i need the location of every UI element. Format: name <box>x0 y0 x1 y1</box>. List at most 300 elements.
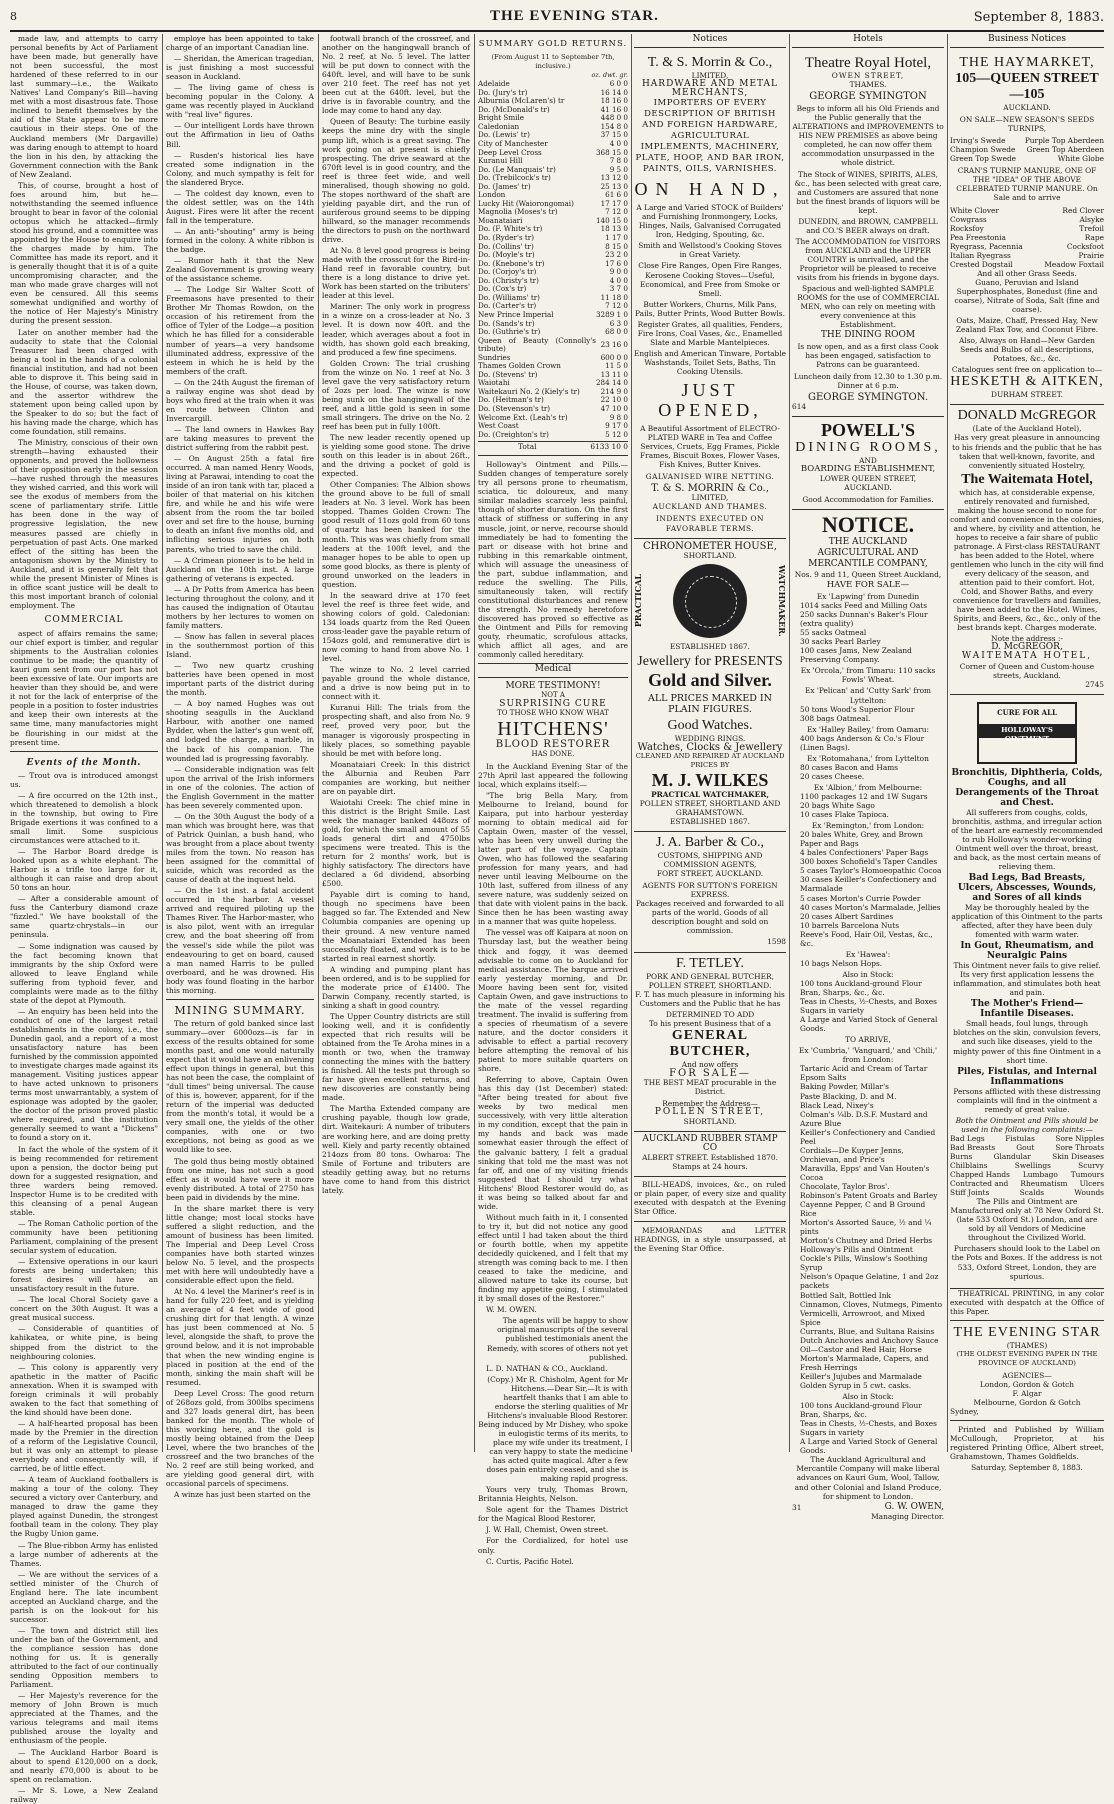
begs-paragraph: Begs to inform all his Old Friends and the Public generally that the ALTERATIONS and IMPROVEMENTS to HIS NEW PREMISES as above being completed, he can now offer them accommodation unsurpassed in the whole district. <box>792 104 944 168</box>
haymarket-name: THE HAYMARKET, <box>959 55 1095 71</box>
butter-line: Butter Workers, Churns, Milk Pans, Pails, Butter Prints, Wood Butter Bowls. <box>635 299 785 318</box>
event-item: — Extensive operations in our kauri forests are being undertaken; this forest desires will have an unsatisfactory result in the future. <box>10 1257 158 1294</box>
goods-list-item: Ex 'Pelican' and 'Cutty Sark' from Lyttelton: <box>804 686 932 705</box>
event-item: — A Dr Potts from America has been lecturing throughout the colony, and it has caused the indignation of Otautau mothers by her lectures to women on family matters. <box>166 584 314 630</box>
yield-cell: 4 0 0 <box>609 139 628 149</box>
yield-cell: 5 12 0 <box>605 429 628 439</box>
yield-cell: 1 17 0 <box>605 233 628 243</box>
galvanised-line: GALVANISED WIRE NETTING. <box>645 472 775 482</box>
saturday-date-line: Saturday, September 8, 1883. <box>971 1463 1083 1473</box>
turnip-item: Purple Top Aberdeen <box>1024 136 1104 146</box>
total-label: Total <box>518 442 537 452</box>
mine-name-cell: Waitekauri No. 2 (Kiely's tr) <box>478 386 580 396</box>
commercial-heading: COMMERCIAL <box>44 614 124 625</box>
column-1 <box>10 34 158 1804</box>
to-those-line: TO THOSE WHO KNOW WHAT <box>497 709 609 718</box>
watches-clocks-line: Watches, Clocks & Jewellery <box>637 741 783 753</box>
goods-list-item: 50 tons Wood's Superior Flour <box>800 704 915 714</box>
auckland-line: AUCKLAND. <box>844 482 892 492</box>
mcgregor-paragraph: Has very great pleasure in announcing to his friends and the public that he has taken that well-known, favorite, and conveniently situated Hostelry, <box>952 433 1102 470</box>
yield-cell: 154 8 0 <box>600 121 628 131</box>
stock-paragraph: The Stock of WINES, SPIRITS, ALES, &c., has been selected with great care, and Customers are assured that none but the finest brands of liquors will be kept. <box>794 169 942 215</box>
event-item: — On the 1st inst. a fatal accident occurred in the harbor. A vessel arrived and required piloting up the Thames River. The Harbor-master, who is also pilot, went with an irregular crew, and the boat sheering off from the vessel's side while the pilot was endeavouring to get on board, caused a man named Harris to be pulled overboard, and he was drowned. His body was found floating in the harbor this morning. <box>166 886 314 995</box>
determined-line: DETERMINED TO ADD <box>665 1009 755 1019</box>
goods-list-item: Currants, Blue, and Sultana Raisins <box>800 1326 935 1336</box>
goods-list-item: TO ARRIVE, <box>845 1035 891 1045</box>
total-value: 6133 10 0 <box>590 442 628 452</box>
event-item: — A half-hearted proposal has been made by the Premier in the direction of a reform of the Legislative Council, but it was only an attempt to please everybody and consequently will, if carried, be of little effect. <box>10 1418 158 1474</box>
column-4 <box>478 34 628 1566</box>
yield-cell: 7 12 0 <box>605 301 628 311</box>
yield-cell: 22 10 0 <box>600 395 628 405</box>
goods-list-item: 1014 sacks Feed and Milling Oats <box>800 601 928 611</box>
mine-name-cell: Do. (Lewis' tr) <box>478 130 530 140</box>
mine-name-cell: Do. (Heitman's tr) <box>478 395 544 405</box>
grass-seed-row <box>950 215 1104 224</box>
goods-list-item: 30 sacks Pearl Barley <box>800 637 881 647</box>
grass-seed-row <box>950 206 1104 215</box>
jewellery-line: Jewellery for PRESENTS <box>637 653 783 669</box>
goods-list-item: Nelson's Opaque Gelatine, 1 and 2oz packets <box>800 1272 939 1291</box>
goods-list-item: 20 bags White Sago <box>800 801 875 811</box>
grass-seed-row <box>950 233 1104 242</box>
medical-paragraph: W. M. OWEN. <box>486 1305 537 1315</box>
mining-heading: MINING SUMMARY. <box>174 1003 306 1017</box>
on-sale-line: ON SALE—NEW SEASON'S SEEDS TURNIPS, <box>959 115 1095 134</box>
gold-return-row <box>478 337 628 354</box>
goods-list-item: 20 bales White, Grey, and Brown Paper and Bags <box>800 830 923 849</box>
complaint-item: Glandular <box>993 1151 1031 1161</box>
durham-line: DURHAM STREET. <box>991 390 1063 400</box>
register-line: Register Grates, all qualities, Fenders, Fire Irons, Coal Vases, &c., Enamelled Slate and Marble Mantelpieces. <box>637 319 783 347</box>
complaint-item: Scalds <box>1019 1188 1045 1198</box>
mining-paragraph: A winding and pumping plant has been ordered, and is to be supplied for the moderate price of £1400. The Darwin Company, recently started, is sinking a shaft in good country. <box>322 964 470 1010</box>
owen-street-line: OWEN STREET, <box>831 71 905 81</box>
mine-name-cell: Do. (Sands's tr) <box>478 318 535 328</box>
signature: (Copy.) Mr R. Chisholm, Agent for Mr Hitchens.—Dear Sir,—It is with heartfelt thanks that I am able to endorse the sterling qualities of Mr Hitchens's invaluable Blood Restorer. Being induced by Mr Dishey, who spoke in eulogistic terms of its merits, to place my wife under its treatment, I can very happy to state the medicine has acted quite magical. After a few doses pain entirely ceased, and she is making rapid progress. <box>478 1374 628 1484</box>
mothers-heading: The Mother's Friend—Infantile Diseases. <box>970 999 1084 1020</box>
medical-paragraph: C. Curtis, Pacific Hotel. <box>486 1556 574 1566</box>
yield-cell: 214 9 0 <box>600 386 628 396</box>
column-rule <box>631 34 632 1452</box>
goods-list-item: 10 barrels Barcelona Nuts <box>800 920 900 930</box>
issue-date: September 8, 1883. <box>973 10 1104 25</box>
bad-legs-paragraph: May be thoroughly healed by the application of this Ointment to the parts affected, after they have been duly fomented with warm water. <box>951 903 1103 940</box>
corner-line: Corner of Queen and Custom-house streets, Auckland. <box>959 661 1095 680</box>
medical-paragraph: The vessel was off Kaipara at noon on Thursday last, but the weather being thick and foggy, it was deemed advisable to come on to Auckland for medical assistance. The barque arrived early yesterday morning, and Dr. Moore having been sent for, visited Captain Owen, and gave instructions to the mate of the vessel regarding treatment. The invalid is suffering from a species of rheumatism of a severe nature, and the doctor considers it advisable to effect a partial recovery before attempting the removal of his patient to more suitable quarters on shore. <box>478 928 628 1074</box>
goods-list-item: Keiller's Jujubes and Marmalade <box>800 1371 922 1381</box>
guano-line: Guano, Peruvian and Island Superphosphates, Bonedust (fine and coarse), Nitrate of Soda, Salt (fine and coarse). <box>954 277 1100 315</box>
goods-list-item: 300 boxes Schofield's Taper Candles <box>800 857 938 867</box>
grass-seed-item: Ryegrass, Pacennia <box>950 241 1023 251</box>
grass-list <box>950 206 1104 269</box>
established-line-2: ESTABLISHED 1867. <box>670 817 750 827</box>
goods-list-item: 250 sacks Dunnan's Baker's Flour (extra quality) <box>800 610 928 629</box>
complaint-item: Lumbago <box>1022 1170 1058 1180</box>
complaint-item: Chilblains <box>950 1160 988 1170</box>
notice-heading: NOTICE. <box>821 511 915 537</box>
wedding-line: WEDDING RINGS. <box>674 733 746 743</box>
mine-name-cell: Do. (Ryder's tr) <box>478 233 535 243</box>
turnip-row <box>950 154 1104 163</box>
goods-list-item: 20 cases Albert Sardines <box>800 911 894 921</box>
hardware-line: HARDWARE AND METAL MERCHANTS, <box>641 79 779 99</box>
goods-list-item: 40 cases Morton's Marmalade, Jellies <box>800 902 941 912</box>
event-item: — The town and district still lies under the ban of the Government, and the compliance session has done nothing for us. It is generally attributed to the fact of our continually sending Opposition members to Parliament. <box>10 1625 158 1690</box>
turnip-item: White Globe <box>1057 154 1104 164</box>
grass-seed-item: Rape <box>1084 232 1104 242</box>
yield-cell: 25 13 0 <box>600 181 628 191</box>
just-opened-heading: JUST OPENED, <box>658 380 762 421</box>
grass-seed-item: Rocksfoy <box>950 223 984 233</box>
mine-name-cell: Alburnia (McLaren's) tr <box>478 96 565 106</box>
turnip-item: Irving's Swede <box>950 136 1006 146</box>
event-item: — Her Majesty's reverence for the memory of John Brown is much appreciated at the Thames, and the various telegrams and mail items published arouse the loyalty and enthusiasm of the people. <box>10 1691 158 1746</box>
barber-name: J. A. Barber & Co., <box>655 835 765 851</box>
surprising-line: SURPRISING CURE <box>499 699 607 710</box>
medical-heading: Medical <box>478 663 628 678</box>
event-item: — A team of Auckland footballers is making a tour of the colony. They secured a victory over Canterbury, and managed to draw the game they played against Dunedin, the strongest football team in the colony. They play the Rugby Union game. <box>10 1475 158 1539</box>
event-item: — Two new quartz crushing batteries have been opened in most important parts of the district during the month. <box>166 661 314 698</box>
commercial-paragraph: aspect of affairs remains the same; our chief export is timber, and regular shipments to the Australian colonies continue to be made; the quantity of kauri gum sent from our port has not been excessive of late. Our imports are heavier than they should be, and were it not for the lack of enterprise of the people in a position to foster industries and keep their own interests at the same time, many manufactories might be flourishing in our midst at the present time. <box>10 629 158 747</box>
mcgregor-signature: D. McGREGOR, <box>991 642 1063 653</box>
summary-gold-heading: SUMMARY GOLD RETURNS. <box>478 39 628 49</box>
goods-list-item: Bottled Salt, Bottled Ink <box>800 1290 891 1300</box>
managing-director-line: Managing Director. <box>871 1511 944 1521</box>
yield-cell: 140 15 0 <box>595 215 628 225</box>
goods-list-item: Golden Syrup in 5 cwt. casks. <box>800 1381 912 1390</box>
goods-list-item: Colman's ¼lb. D.S.F. Mustard and Azure Blue <box>800 1109 928 1128</box>
yield-cell: 448 0 0 <box>600 113 628 123</box>
complaint-item: Skin Diseases <box>1052 1151 1104 1161</box>
goods-list-item: 100 tons Auckland-ground Flour <box>800 978 922 988</box>
complaint-item: Swellings <box>1014 1160 1051 1170</box>
limited-line-2: LIMITED, <box>691 493 729 503</box>
company-name: THE AUCKLAND AGRICULTURAL AND MERCANTILE COMPANY, <box>808 536 928 569</box>
theatrical-printing-line: THEATRICAL PRINTING, in any color executed with despatch at the Office of this Paper. <box>950 1288 1104 1316</box>
complaint-item: Fistulas <box>1005 1133 1035 1143</box>
agency-london: London, Gordon & Gotch <box>979 1379 1075 1389</box>
goods-list-item: Holloway's Pills and Ointment <box>800 1245 913 1255</box>
mining-paragraph: The Martha Extended company are crushing payable, though low grade, dirt. Waitekauri: A number of tributers are working here, and are doing pretty well. Kiely and party recently obtained 214ozs from 80 tons. Owharoa: The Smile of Fortune and tributers are steadily getting away, but no returns have come to hand from this district lately. <box>322 1104 470 1195</box>
hotels-heading: Hotels <box>792 34 944 48</box>
grass-seed-row <box>950 224 1104 233</box>
powells-name: POWELL'S <box>820 419 916 440</box>
yield-cell: 61 6 0 <box>605 190 628 200</box>
goods-list-item: Teas in Chests, ½-Chests, and Boxes <box>800 997 937 1007</box>
divider <box>634 1221 786 1222</box>
goods-list-item: Robinson's Patent Groats and Barley <box>800 1191 938 1201</box>
event-item: — The Harbor Board dredge is looked upon as a white elephant. The Harbor is a trifle too large for it, although it can raise and drop about 50 tons an hour. <box>10 847 158 893</box>
mine-name-cell: Do. (F. White's tr) <box>478 224 543 234</box>
goods-list-item: Paste Blacking, D. and M. <box>800 1091 897 1101</box>
mine-name-cell: Do. (Moyle's tr) <box>478 250 535 260</box>
goods-list-item: Ex 'Lapwing' from Dunedin <box>816 592 920 602</box>
printed-by-paragraph: Printed and Published by William McCullough, Proprietor, at his registered Printing Office, Albert street, Grahamstown, Thames Goldfields. <box>950 1425 1104 1462</box>
yield-cell: 47 10 0 <box>600 403 628 413</box>
goods-list-item: 4 bales Confectioners' Paper Bags <box>800 848 929 858</box>
goods-list-item: Sugars in variety <box>800 1428 865 1438</box>
good-accommodation-line: Good Accommodation for Families. <box>802 494 934 504</box>
dining-rooms-line: DINING ROOMS, <box>795 439 941 455</box>
medical-paragraph: Yours very truly, Thomas Brown, Britannia Heights, Nelson. <box>478 1485 628 1504</box>
goods-list-item: Baking Powder, Millar's <box>800 1082 889 1092</box>
grass-seed-row <box>950 260 1104 269</box>
goods-list-item: Ex 'Hawea': <box>845 949 891 959</box>
testimony-line: MORE TESTIMONY! <box>505 681 601 692</box>
event-item: — We are without the services of a settled minister of the Church of England here. The late incumbent accepted an Auckland charge, and the parish is on the look-out for his successor. <box>10 1569 158 1624</box>
morrin-name: T. & S. Morrin & Co., <box>647 55 773 71</box>
indents-line: INDENTS EXECUTED ON FAVORABLE TERMS. <box>655 514 765 533</box>
general-butcher-line: GENERAL BUTCHER, <box>669 1027 751 1059</box>
goods-list-item: A Large and Varied Stock of General Goods. <box>800 1015 938 1034</box>
yield-cell: 9 5 0 <box>609 164 628 174</box>
limited-line: LIMITED, <box>691 71 729 81</box>
spacious-paragraph: Spacious and well-lighted SAMPLE ROOMS for the use of COMMERCIAL MEN, who can rely on meeting with every convenience at this Establishment. <box>797 284 939 330</box>
mine-name-cell: Sundries <box>478 352 511 362</box>
goods-list-item: 10 bags Nelson Hops. <box>800 958 883 968</box>
mining-paragraph: Deep Level Cross: The good return of 268ozs gold, from 300lbs specimens and 327 loads general dirt, has been banked for the month. The whole of this working here, and the gold is mostly being obtained from the Deep Level, where the two branches of the crossreef and the two branches of the No. 2 reef are still being worked, and are yielding good general dirt, with occasional parcels of specimens. <box>166 1388 314 1489</box>
complaint-item: Gout <box>1016 1142 1035 1152</box>
complaint-item: Rheumatism <box>1020 1179 1068 1189</box>
event-item: — The Roman Catholic portion of the community have been petitioning Parliament, complaining of the present secular system of education. <box>10 1218 158 1256</box>
cure-for-all-text: CURE FOR ALL <box>997 707 1057 717</box>
yield-cell: 8 15 0 <box>605 241 628 251</box>
thames-line: THAMES. <box>849 80 887 90</box>
bill-heads-line: BILL-HEADS, invoices, &c., on ruled or plain paper, of every size and quality executed with despatch at the Evening Star Office. <box>634 1180 786 1217</box>
complaint-item: Scurvy <box>1078 1160 1104 1170</box>
mine-name-cell: Do. (Cox's tr) <box>478 284 527 294</box>
goods-list-item: Teas in Chests, ½-Chests, and Boxes <box>800 1419 937 1429</box>
complaint-item: Ulcers <box>1079 1179 1104 1189</box>
tetley-advert <box>634 953 786 1133</box>
column-3 <box>322 34 470 1452</box>
tetley-body: F. T. has much pleasure in informing his Customers and the Public that he has <box>635 989 785 1008</box>
gout-heading: In Gout, Rheumatism, and Neuralgic Pains <box>960 941 1094 962</box>
gout-paragraph: This Ointment never fails to give relief. Its very first application lessens the inflammation, and stimulates both heat and pain. <box>953 961 1101 998</box>
mine-name-cell: City of Manchester <box>478 139 548 149</box>
editorial-paragraph: made law, and attempts to carry personal benefits by Act of Parliament have been made, but generally have not been successful, the most hardened of these referred to in our last summary—i.e., the Waikato Natives' Land Company's Bill—having met with a most disastrous fate. Those inclined to benefit themselves by the aid of the State appear to be more cautious in their steps. One of the Auckland members (Mr Dargaville) was daring enough to attempt to hoard the lion in his den, by attacking the Government connection with the Bank of New Zealand. <box>10 34 158 179</box>
mining-paragraph: footwall branch of the crossreef, and another on the hangingwall branch of No. 2 reef, at No. 5 level. The latter will be put down to connect with the 640ft. level, and will have to be sunk over 210 feet. The reef has not yet been cut at the 640ft. level, but the drive is in favorable country, and the lode may come to hand any day. <box>322 34 470 116</box>
mine-name-cell: Moanataiari <box>478 215 523 225</box>
dinner-line: Dinner at 6 p.m. <box>837 380 899 390</box>
pollen-line: POLLEN STREET, SHORTLAND AND GRAHAMSTOWN. <box>639 798 781 817</box>
mine-name-cell: Adelaide <box>478 79 510 89</box>
event-item: — The coldest day known, even to the oldest settler, was on the 14th August. Fires were lit after the recent fall in the temperature. <box>166 188 314 225</box>
complaints-list <box>950 1134 1104 1197</box>
mine-name-cell: Do. (Trebilcock's tr) <box>478 173 551 183</box>
yield-cell: 3 7 0 <box>609 284 628 294</box>
complaint-item: Sore Throats <box>1055 1142 1104 1152</box>
yield-cell: 18 13 0 <box>600 224 628 234</box>
goods-list-item: Morton's Chutney and Dried Herbs <box>800 1236 933 1246</box>
mine-name-cell: Do. (Creighton's tr) <box>478 429 549 439</box>
goods-list-item: Tartaric Acid and Cream of Tartar <box>800 1064 928 1074</box>
yield-cell: 68 0 0 <box>605 327 628 337</box>
mining-paragraph: The winze to No. 2 level carried payable ground the whole distance, and a drive is now being put in to connect with it. <box>322 665 470 702</box>
complaint-item: Contracted and <box>950 1179 1009 1189</box>
yield-cell: 7 12 0 <box>605 207 628 217</box>
albert-line: ALBERT STREET. Established 1870. Stamps at 24 hours. <box>642 1153 778 1172</box>
waitemata-hotel-line: WAITEMATA HOTEL, <box>961 651 1093 662</box>
medical-paragraph: For the Cordialized, for hotel use only. <box>478 1536 628 1555</box>
agencies-heading: AGENCIES— <box>1002 1370 1052 1380</box>
mcgregor-name: DONALD McGREGOR <box>957 408 1097 424</box>
event-item: — An anti-"shouting" army is being formed in the colony. A white ribbon is the badge. <box>166 226 314 255</box>
medical-paragraph: Referring to above, Captain Owen has this day (1st December) stated: "After being treated for about five weeks by two medical men successively, with very little alteration in my condition, except that the pain in my hands and back was made somewhat easier through the effect of the galvanic battery, I felt a gradual sinking that told me the mast was not far off, and one of my visiting friends suggested that I should try what Hitchens' Blood Restorer would do, as it was being so talked about far and wide. <box>478 1075 628 1211</box>
column-6 <box>792 34 944 1521</box>
haymarket-advert <box>950 52 1104 405</box>
yield-cell: 17 17 0 <box>600 198 628 208</box>
yield-cell: 9 0 0 <box>609 267 628 277</box>
goods-list-item: Reeve's Food, Hair Oil, Vestas, &c., &c. <box>800 929 933 948</box>
grass-seed-item: Red Clover <box>1062 205 1104 215</box>
ad-number: 1598 <box>767 937 786 947</box>
event-item: — The living game of chess is becoming popular in the Colony. A game was recently played in Auckland with "real live" figures. <box>166 83 314 120</box>
event-item: — On the 30th August the body of a man which was brought here, was that of Patrick Quinlan, a bush hand, who was brought from a place about twenty miles from the town. No reason has been assigned for the committal of suicide, which was recorded as the cause of death at the inquest held. <box>166 811 314 885</box>
mining-paragraph: Kuranui Hill: The trials from the prospecting shaft, and also from No. 9 reef, proved very poor, but the manager is vigorously prospecting in likely places, so something payable should be met with before long. <box>322 703 470 758</box>
goods-list-item: Ex 'Remington,' from London: <box>811 821 925 831</box>
event-item: — An enquiry has been held into the conduct of one of the largest retail establishments in the colony, i.e., the Dunedin gaol, and a report of a most unsatisfactory nature has been furnished by the commission appointed to investigate charges made against its management. Visiting justices appear to have acted unknown to prisoners terms most unwarrantably, a system of espionage was adopted by the gaoler, the doctor of the prison proved plastic where required, and the institution generally seemed to want a "Dickens" to found a story on it. <box>10 1006 158 1143</box>
column-rule <box>789 34 790 1452</box>
event-item: — Considerable indignation was felt upon the arrival of the Irish informers in one of the colonies. The action of the English Government in the matter has been severely commented upon. <box>166 764 314 810</box>
mine-name-cell: Lucky Hit (Waiorongomai) <box>478 198 574 208</box>
goods-list-item: Ex 'Cumbria,' 'Vanguard,' and 'Chili,' from London: <box>798 1046 938 1065</box>
grass-seed-item: Crested Dogstail <box>950 259 1013 269</box>
medical-paragraph: "The brig Bella Mary, from Melbourne to Ireland, bound for Kaipara, put into harbour yesterday morning to obtain medical aid for Captain Owen, master of the vessel, who has been very unwell during the latter part of the voyage. Captain Owen, who has followed the seafaring profession for many years, and had never until leaving Melbourne on the 10th last, suffered from illness of any severe nature, was suddenly seized on that date with violent pains in the back. Since then he has been wasting away in a manner that was quite hopeless. <box>478 790 628 927</box>
blood-restorer-line: BLOOD RESTORER <box>495 739 611 751</box>
mining-paragraph: At No. 4 level the Mariner's reef is in hand for fully 220 feet, and is yielding an average of 4 feet wide of good crushing dirt for that length. A winze has just been commenced at No. 5 level, alongside the shaft, to prove the ground below, and it is not improbable that when the new winding engine is placed in position at the end of the month, sinking the main shaft will be resumed. <box>166 1287 314 1387</box>
mine-name-cell: Welcome Ext. (Leah's tr) <box>478 412 568 422</box>
goods-list-item: 308 bags Oatmeal. <box>800 713 871 723</box>
waitemata-paragraph: which has, at considerable expense, entirely renovated and furnished, making the house second to none for comfort and convenience in the colonies, and where, by civility and attention, he hopes to receive a fair share of public patronage. A First-class RESTAURANT has been added to the Hotel, where gentlemen who lunch in the city will find every delicacy of the season, and attention paid to their comfort. Hot, Cold, and Shower Baths, and every convenience for travellers and families, have been added to the Hotel. Wines, Spirits, and Beers, &c., &c., only of the best brands kept. Charges moderate. <box>950 487 1104 633</box>
mine-name-cell: Queen of Beauty (Connolly's tribute) <box>478 335 596 354</box>
divider <box>478 455 628 456</box>
complaint-row <box>950 1188 1104 1197</box>
late-line: (Late of the Auckland Hotel), <box>972 424 1082 434</box>
not-a-line: NOT A <box>541 691 565 700</box>
goods-list-item: Black Lead, Nixey's <box>800 1100 874 1110</box>
yield-cell: 41 16 0 <box>600 104 628 114</box>
yield-cell: 9 8 0 <box>609 412 628 422</box>
turnip-list <box>950 136 1104 163</box>
event-item: — The Lodge Sir Walter Scott of Freemasons have presented to their Brother Mr Thomas Rowdon, on the occasion of his retirement from the office of Tyler of the Lodge—a position which he has filled for a considerable number of years—a very handsome illuminated address, expressive of the esteem in which he is held by the members of the craft. <box>166 285 314 376</box>
yield-cell: 284 14 0 <box>595 378 628 388</box>
mining-paragraph: Mariner: The only work in progress in a winze on a cross-leader at No. 3 level. It is down now 40ft. and the leader, which averages about a foot in width, has shown gold each breaking, and produced a few fine specimens. <box>322 302 470 357</box>
column-5 <box>634 34 786 1452</box>
notices-heading: Notices <box>634 34 786 48</box>
yield-cell: 6 0 0 <box>609 79 628 89</box>
also-line: Also, Always on Hand—New Garden Seeds and Bulbs of all descriptions, Potatoes, &c., &c. <box>959 336 1095 364</box>
grass-seed-item: Prairie <box>1078 250 1104 260</box>
mining-paragraph: The Upper Country districts are still looking well, and it is confidently expected that rich results will be obtained from the Te Aroha mines in a month or two, when the tramway connecting the mines with the battery is finished. All the tests put through so far have given excellent returns, and new discoveries are constantly being made. <box>322 1011 470 1103</box>
grass-seed-item: Trefoil <box>1079 223 1104 233</box>
goods-list-item: Dutch Anchovies and Anchovy Sauce <box>800 1335 939 1345</box>
mining-paragraph: At No. 8 level good progress is being made with the crosscut for the Bird-in-Hand reef in favorable country, but there is a long distance to drive yet. Work has been started on the tributers' leader at this level. <box>322 246 470 301</box>
business-notices-heading: Business Notices <box>950 34 1104 48</box>
tetley-name: F. TETLEY. <box>676 955 744 971</box>
wilkes-name: M. J. WILKES <box>651 769 769 790</box>
mining-paragraph: Moanataiari Creek: In this district the Alburnia and Reuben Parr companies are working, but neither are on payable dirt. <box>322 759 470 796</box>
event-item: — The Auckland Harbor Board is about to spend £120,000 on a dock, and nearly £70,000 is about to be spent on reclamation. <box>10 1747 158 1784</box>
queen-street-line: 105—QUEEN STREET—105 <box>955 71 1099 103</box>
dunedin-paragraph: DUNEDIN, and BROWN, CAMPBELL and CO.'S BEER always on draft. <box>798 216 938 235</box>
mine-name-cell: Bright Smile <box>478 113 525 123</box>
watch-illustration <box>673 564 747 638</box>
goods-list-item: Also in Stock: <box>842 1392 894 1402</box>
all-prices-line: ALL PRICES MARKED IN PLAIN FIGURES. <box>647 692 772 715</box>
goods-list-item: Cockle's Pills, Winslow's Soothing Syrup <box>800 1254 928 1273</box>
yield-cell: 9 17 0 <box>605 421 628 431</box>
holloway-paragraph: Holloway's Ointment and Pills.—Sudden changes of temperature sorely try all persons prone to rheumatism, sciatica, tic doloureux, and many similar maladies scarcely less painful, though of shorter duration. On the first attack of stiffness or suffering in any muscle, joint, or nerve, recourse should immediately be had to fomenting the part or disease with hot brine and rubbing in this remarkable ointment, which will assuage the uneasiness of the part, subdue inflammation, and reduce the swelling. The Pills, simultaneously taken, will rectify constitutional disturbances and renew the strength. No remedy heretofore discovered has proved so effective as the Ointment and Pills for removing gouty, rheumatic, scrofulous attacks, which afflict all ages, and are commonly called hereditary. <box>478 460 628 660</box>
mine-name-cell: Do. (Knebone's tr) <box>478 258 545 268</box>
both-should-line: Both the Ointment and Pills should be used in the following complaints:— <box>955 1115 1099 1134</box>
goods-list-item: Cordials—De Kuyper Jenns, Orchievan, and Price's <box>800 1145 904 1164</box>
for-sale-line: FOR SALE— <box>669 1067 751 1079</box>
yield-cell: 17 6 0 <box>605 258 628 268</box>
goods-list-item: 1100 packages 12 and 1W Sugars <box>800 792 928 801</box>
proprietor-name: GEORGE SYMINGTON <box>809 91 927 103</box>
turnip-item: Champion Swede <box>950 145 1016 155</box>
piles-paragraph: Persons afflicted with these distressing complaints will find in the ointment a remedy of great value. <box>953 1086 1101 1114</box>
complaint-row <box>950 1161 1104 1170</box>
oats-line: Oats, Maize, Chaff, Pressed Hay, New Zealand Flax Tow, and Coconut Fibre. <box>955 316 1099 335</box>
complaint-item: Stiff Joints <box>950 1188 990 1198</box>
event-item: — Some indignation was caused by the fact becoming known that immigrants by the ship Oxford were allowed to leave England while suffering from typhoid fever, and complaints were made as to the filthy state of the depot at Plymouth. <box>10 941 158 1005</box>
agency-algar: F. Algar <box>1012 1388 1042 1398</box>
event-item: — After a considerable amount of fuss the Canterbury diamond craze "fizzled." We have bookstall of the same quartz-chrystals—in our peninsula. <box>10 894 158 940</box>
mine-name-cell: New Prince Imperial <box>478 309 554 319</box>
newspaper-title: THE EVENING STAR. <box>490 8 659 24</box>
complaint-item: Chapped Hands <box>950 1170 1010 1180</box>
goods-list-item: Maravilla, Epps' and Van Houten's Cocoa <box>800 1163 930 1182</box>
mothers-paragraph: Small heads, foul lungs, through blotches on the skin, convulsion fevers, and such like diseases, yield to the mighty power of this fine Ointment in a short time. <box>953 1019 1101 1065</box>
bronchitis-heading: Bronchitis, Diphtheria, Colds, Coughs, and all Derangements of the Throat and Chest. <box>951 767 1103 808</box>
goods-list-item: Vermicelli, Arrowroot, and Mixed Spice <box>800 1308 925 1327</box>
memorandas-line: MEMORANDAS and LETTER HEADINGS, in a style unsurpassed, at the Evening Star Office. <box>634 1225 786 1253</box>
grass-seed-row <box>950 242 1104 251</box>
grass-seed-item: Cocksfoot <box>1066 241 1104 251</box>
goods-list-item: Keiller's Confectionery and Candied Peel <box>800 1127 936 1146</box>
and-line: AND <box>859 455 877 465</box>
goods-list-item: Ex 'Albion,' from Melbourne: <box>813 782 923 792</box>
customs-line: CUSTOMS, SHIPPING AND COMMISSION AGENTS, <box>657 851 763 870</box>
on-hand-heading: ON HAND, <box>634 179 786 200</box>
goods-list-item: Cayenne Pepper, C and B Ground Rice <box>800 1200 926 1219</box>
complaint-item: Bad Legs <box>950 1133 985 1143</box>
complaint-item: Wounds <box>1074 1188 1104 1198</box>
mine-name-cell: Do. (Corjoy's tr) <box>478 267 537 277</box>
summary-gold-period: (From August 11 to September 7th, inclusive.) <box>491 53 615 71</box>
theatre-royal-advert <box>792 52 944 417</box>
yield-cell: 23 16 0 <box>600 339 628 349</box>
yield-cell: 37 15 0 <box>600 130 628 140</box>
practical-side-label: PRACTICAL <box>633 574 643 628</box>
mining-paragraph: Waiotahi Creek: The chief mine in this district is the Bright Smile. Last week the manager banked 448ozs of gold, for which the small amount of 55 loads general dirt and 4750lbs specimens were treated. This is the return for 2 months' work, but is highly satisfactory. The directors have declared a 6d dividend, absorbing £500. <box>322 797 470 889</box>
event-item: — On August 25th a fatal fire occurred. A man named Henry Woods, living at Parawai, intending to coat the inside of an iron tank with tar, placed a boiler of that material on his kitchen fire, and while he and his wife were absent from the room the tar boiled over and set fire to the house, burning to death an infant five months old, and inflicting serious injuries on both parents, who tried to save the child. <box>166 454 314 554</box>
column-rule <box>474 34 475 1452</box>
piles-heading: Piles, Fistulas, and Internal Inflammations <box>957 1066 1097 1087</box>
mine-name-cell: Do. (McDonald's tr) <box>478 104 550 114</box>
grass-seed-item: Pea Freestonia <box>950 232 1006 242</box>
goods-list-item: Morton's Assorted Sauce, ½ and ¼ pints <box>800 1218 932 1237</box>
pollen-line-2: POLLEN STREET, SHORTLAND. <box>648 980 772 990</box>
event-item: — The land owners in Hawkes Bay are taking measures to prevent the district suffering from the rabbit pest. <box>166 424 314 453</box>
pork-line: PORK AND GENERAL BUTCHER, <box>646 971 774 981</box>
goods-list-item: Ex 'Halley Bailey,' from Oamaru: <box>806 724 930 734</box>
complaint-row <box>950 1152 1104 1161</box>
mine-name-cell: Do. (Stevenson's tr) <box>478 403 551 413</box>
